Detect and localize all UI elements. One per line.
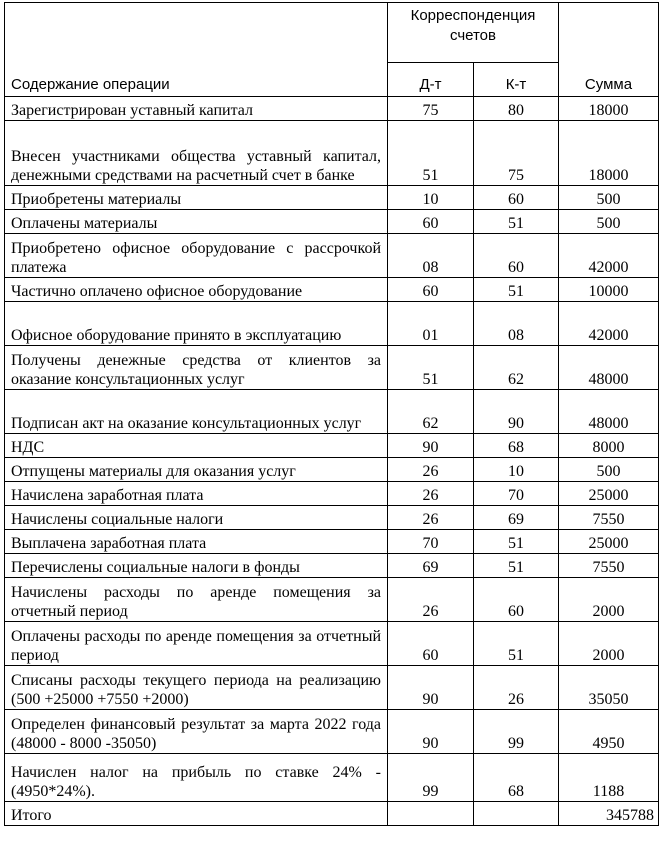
entry-credit: 60 bbox=[474, 578, 559, 622]
entry-debit: 26 bbox=[388, 578, 474, 622]
table-row bbox=[5, 710, 659, 754]
entry-description: Приобретено офисное оборудование с рассрочкой платежа bbox=[5, 234, 388, 278]
entry-debit: 90 bbox=[388, 666, 474, 710]
header-credit: К-т bbox=[474, 63, 559, 97]
total-row bbox=[5, 802, 659, 826]
entry-debit: 60 bbox=[388, 622, 474, 666]
table-row bbox=[5, 390, 659, 434]
entry-description: Отпущены материалы для оказания услуг bbox=[5, 458, 388, 482]
entry-description: Начислен налог на прибыль по ставке 24% - (4950*24%). bbox=[5, 754, 388, 802]
total-empty-credit bbox=[474, 802, 559, 826]
entry-credit: 70 bbox=[474, 482, 559, 506]
entry-description: Подписан акт на оказание консультационных услуг bbox=[5, 390, 388, 434]
entry-debit: 62 bbox=[388, 390, 474, 434]
entry-amount: 10000 bbox=[559, 278, 659, 302]
entry-credit: 08 bbox=[474, 302, 559, 346]
total-sum: 345788 bbox=[559, 802, 659, 826]
header-description: Содержание операции bbox=[5, 3, 388, 97]
entry-amount: 2000 bbox=[559, 622, 659, 666]
total-empty-debit bbox=[388, 802, 474, 826]
entry-amount: 7550 bbox=[559, 554, 659, 578]
table-row bbox=[5, 458, 659, 482]
table-row bbox=[5, 302, 659, 346]
entry-amount: 1188 bbox=[559, 754, 659, 802]
header-row-top bbox=[5, 3, 659, 63]
entry-amount: 18000 bbox=[559, 97, 659, 121]
entry-description: Получены денежные средства от клиентов за оказание консультационных услуг bbox=[5, 346, 388, 390]
table-row bbox=[5, 434, 659, 458]
entry-description: НДС bbox=[5, 434, 388, 458]
table-row bbox=[5, 506, 659, 530]
accounting-entries-document bbox=[4, 2, 658, 826]
entry-amount: 35050 bbox=[559, 666, 659, 710]
entry-credit: 75 bbox=[474, 121, 559, 186]
header-amount: Сумма bbox=[559, 3, 659, 97]
table-row bbox=[5, 622, 659, 666]
entry-debit: 69 bbox=[388, 554, 474, 578]
entry-description: Начислены расходы по аренде помещения за отчетный период bbox=[5, 578, 388, 622]
entry-credit: 60 bbox=[474, 234, 559, 278]
entry-description: Зарегистрирован уставный капитал bbox=[5, 97, 388, 121]
entry-amount: 42000 bbox=[559, 302, 659, 346]
entry-debit: 10 bbox=[388, 186, 474, 210]
entry-debit: 75 bbox=[388, 97, 474, 121]
entry-description: Оплачены материалы bbox=[5, 210, 388, 234]
entry-description: Частично оплачено офисное оборудование bbox=[5, 278, 388, 302]
entry-credit: 51 bbox=[474, 622, 559, 666]
entry-credit: 68 bbox=[474, 754, 559, 802]
entry-debit: 26 bbox=[388, 482, 474, 506]
entry-credit: 90 bbox=[474, 390, 559, 434]
entry-description: Выплачена заработная плата bbox=[5, 530, 388, 554]
entry-amount: 4950 bbox=[559, 710, 659, 754]
entry-amount: 42000 bbox=[559, 234, 659, 278]
entry-credit: 26 bbox=[474, 666, 559, 710]
entry-credit: 99 bbox=[474, 710, 559, 754]
entry-amount: 48000 bbox=[559, 390, 659, 434]
entry-amount: 500 bbox=[559, 210, 659, 234]
entry-debit: 60 bbox=[388, 278, 474, 302]
entry-credit: 60 bbox=[474, 186, 559, 210]
table-row bbox=[5, 210, 659, 234]
table-row bbox=[5, 578, 659, 622]
entry-credit: 62 bbox=[474, 346, 559, 390]
table-row bbox=[5, 234, 659, 278]
entry-debit: 01 bbox=[388, 302, 474, 346]
table-row bbox=[5, 482, 659, 506]
entry-amount: 25000 bbox=[559, 482, 659, 506]
entry-amount: 18000 bbox=[559, 121, 659, 186]
table-row bbox=[5, 278, 659, 302]
entry-credit: 51 bbox=[474, 530, 559, 554]
entry-amount: 500 bbox=[559, 186, 659, 210]
entry-credit: 80 bbox=[474, 97, 559, 121]
table-row bbox=[5, 754, 659, 802]
table-row bbox=[5, 666, 659, 710]
table-row bbox=[5, 186, 659, 210]
entry-credit: 51 bbox=[474, 210, 559, 234]
table-row bbox=[5, 530, 659, 554]
entry-description: Начислены социальные налоги bbox=[5, 506, 388, 530]
entry-debit: 60 bbox=[388, 210, 474, 234]
entry-credit: 69 bbox=[474, 506, 559, 530]
entry-credit: 51 bbox=[474, 554, 559, 578]
entry-description: Внесен участниками общества уставный капитал, денежными средствами на расчетный счет в банке bbox=[5, 121, 388, 186]
entry-amount: 48000 bbox=[559, 346, 659, 390]
entry-debit: 70 bbox=[388, 530, 474, 554]
entry-credit: 51 bbox=[474, 278, 559, 302]
entry-debit: 08 bbox=[388, 234, 474, 278]
entry-amount: 25000 bbox=[559, 530, 659, 554]
entry-description: Офисное оборудование принято в эксплуатацию bbox=[5, 302, 388, 346]
entry-amount: 2000 bbox=[559, 578, 659, 622]
entry-amount: 500 bbox=[559, 458, 659, 482]
entry-debit: 51 bbox=[388, 346, 474, 390]
header-correspondence: Корреспонденция счетов bbox=[388, 3, 559, 63]
entry-amount: 8000 bbox=[559, 434, 659, 458]
table-row bbox=[5, 97, 659, 121]
entries-body bbox=[5, 97, 659, 802]
table-row bbox=[5, 554, 659, 578]
table-row bbox=[5, 346, 659, 390]
accounting-entries-table bbox=[4, 2, 659, 826]
entry-description: Начислена заработная плата bbox=[5, 482, 388, 506]
entry-amount: 7550 bbox=[559, 506, 659, 530]
entry-debit: 51 bbox=[388, 121, 474, 186]
table-row bbox=[5, 121, 659, 186]
entry-description: Определен финансовый результат за марта 2022 года (48000 - 8000 -35050) bbox=[5, 710, 388, 754]
entry-description: Перечислены социальные налоги в фонды bbox=[5, 554, 388, 578]
entry-description: Оплачены расходы по аренде помещения за отчетный период bbox=[5, 622, 388, 666]
entry-debit: 99 bbox=[388, 754, 474, 802]
entry-debit: 90 bbox=[388, 434, 474, 458]
entry-credit: 68 bbox=[474, 434, 559, 458]
entry-debit: 26 bbox=[388, 458, 474, 482]
entry-debit: 26 bbox=[388, 506, 474, 530]
entry-credit: 10 bbox=[474, 458, 559, 482]
total-label: Итого bbox=[5, 802, 388, 826]
header-debit: Д-т bbox=[388, 63, 474, 97]
entry-description: Списаны расходы текущего периода на реализацию (500 +25000 +7550 +2000) bbox=[5, 666, 388, 710]
entry-debit: 90 bbox=[388, 710, 474, 754]
entry-description: Приобретены материалы bbox=[5, 186, 388, 210]
